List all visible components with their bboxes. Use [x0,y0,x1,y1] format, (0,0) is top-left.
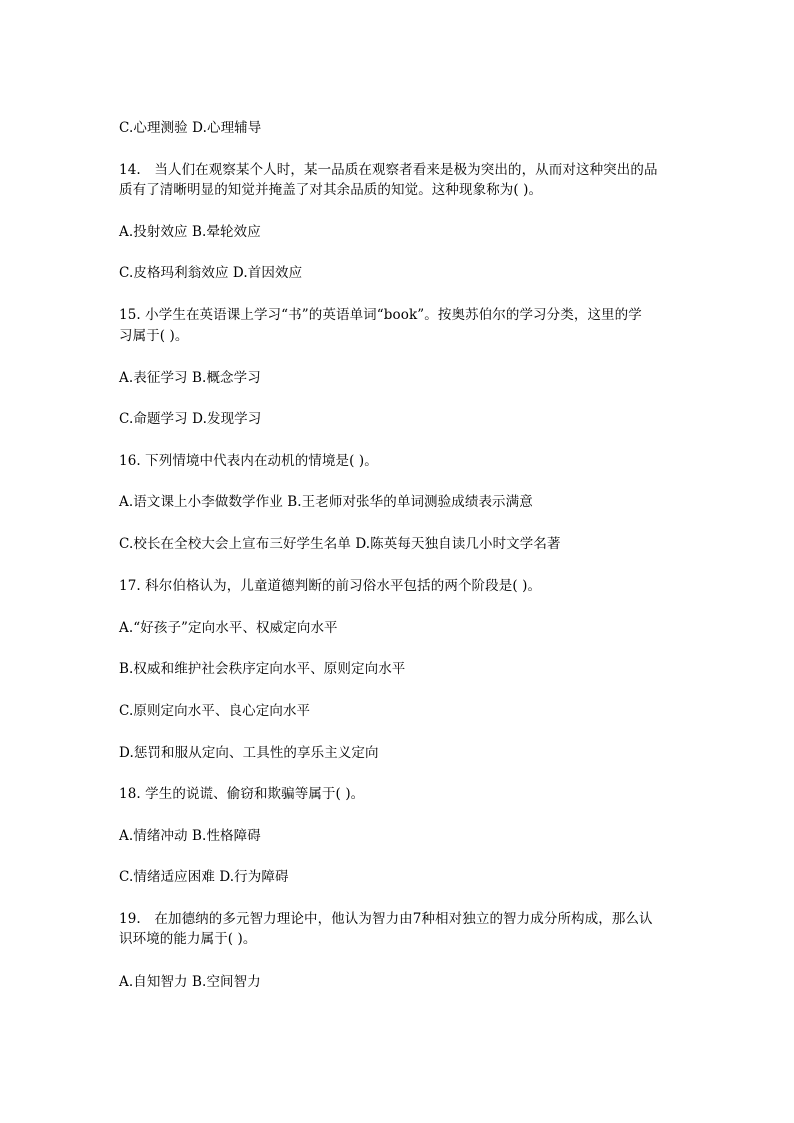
q15-options-cd: C.命题学习 D.发现学习 [119,411,262,427]
q19-stem-line-1: 19. 在加德纳的多元智力理论中，他认为智力由7种相对独立的智力成分所构成，那么认 [119,911,653,927]
q15-options-ab: A.表征学习 B.概念学习 [119,370,261,386]
q18-options-cd: C.情绪适应困难 D.行为障碍 [119,869,289,885]
q19-stem-line-2: 识环境的能力属于( )。 [119,931,257,947]
q14-options-ab: A.投射效应 B.晕轮效应 [119,224,261,240]
q14-options-cd: C.皮格玛利翁效应 D.首因效应 [119,265,303,281]
q19-options-ab: A.自知智力 B.空间智力 [119,974,261,990]
q17-option-d: D.惩罚和服从定向、工具性的享乐主义定向 [119,745,379,761]
q14-stem-line-2: 质有了清晰明显的知觉并掩盖了对其余品质的知觉。这种现象称为( )。 [119,182,543,198]
q18-options-ab: A.情绪冲动 B.性格障碍 [119,828,261,844]
q18-stem: 18. 学生的说谎、偷窃和欺骗等属于( )。 [119,786,365,802]
q15-stem-line-1: 15. 小学生在英语课上学习“书”的英语单词“book”。按奥苏伯尔的学习分类，这里的学 [119,307,642,323]
q15-stem-line-2: 习属于( )。 [119,328,189,344]
q16-options-cd: C.校长在全校大会上宣布三好学生名单 D.陈英每天独自读几小时文学名著 [119,536,561,552]
q16-stem: 16. 下列情境中代表内在动机的情境是( )。 [119,453,378,469]
q17-stem: 17. 科尔伯格认为，儿童道德判断的前习俗水平包括的两个阶段是( )。 [119,578,542,594]
q17-option-b: B.权威和维护社会秩序定向水平、原则定向水平 [119,661,406,677]
q14-stem-line-1: 14. 当人们在观察某个人时，某一品质在观察者看来是极为突出的，从而对这种突出的品 [119,162,658,178]
q17-option-c: C.原则定向水平、良心定向水平 [119,703,311,719]
q13-options-cd: C.心理测验 D.心理辅导 [119,120,262,136]
q17-option-a: A.“好孩子”定向水平、权威定向水平 [119,620,338,636]
q16-options-ab: A.语文课上小李做数学作业 B.王老师对张华的单词测验成绩表示满意 [119,494,533,510]
